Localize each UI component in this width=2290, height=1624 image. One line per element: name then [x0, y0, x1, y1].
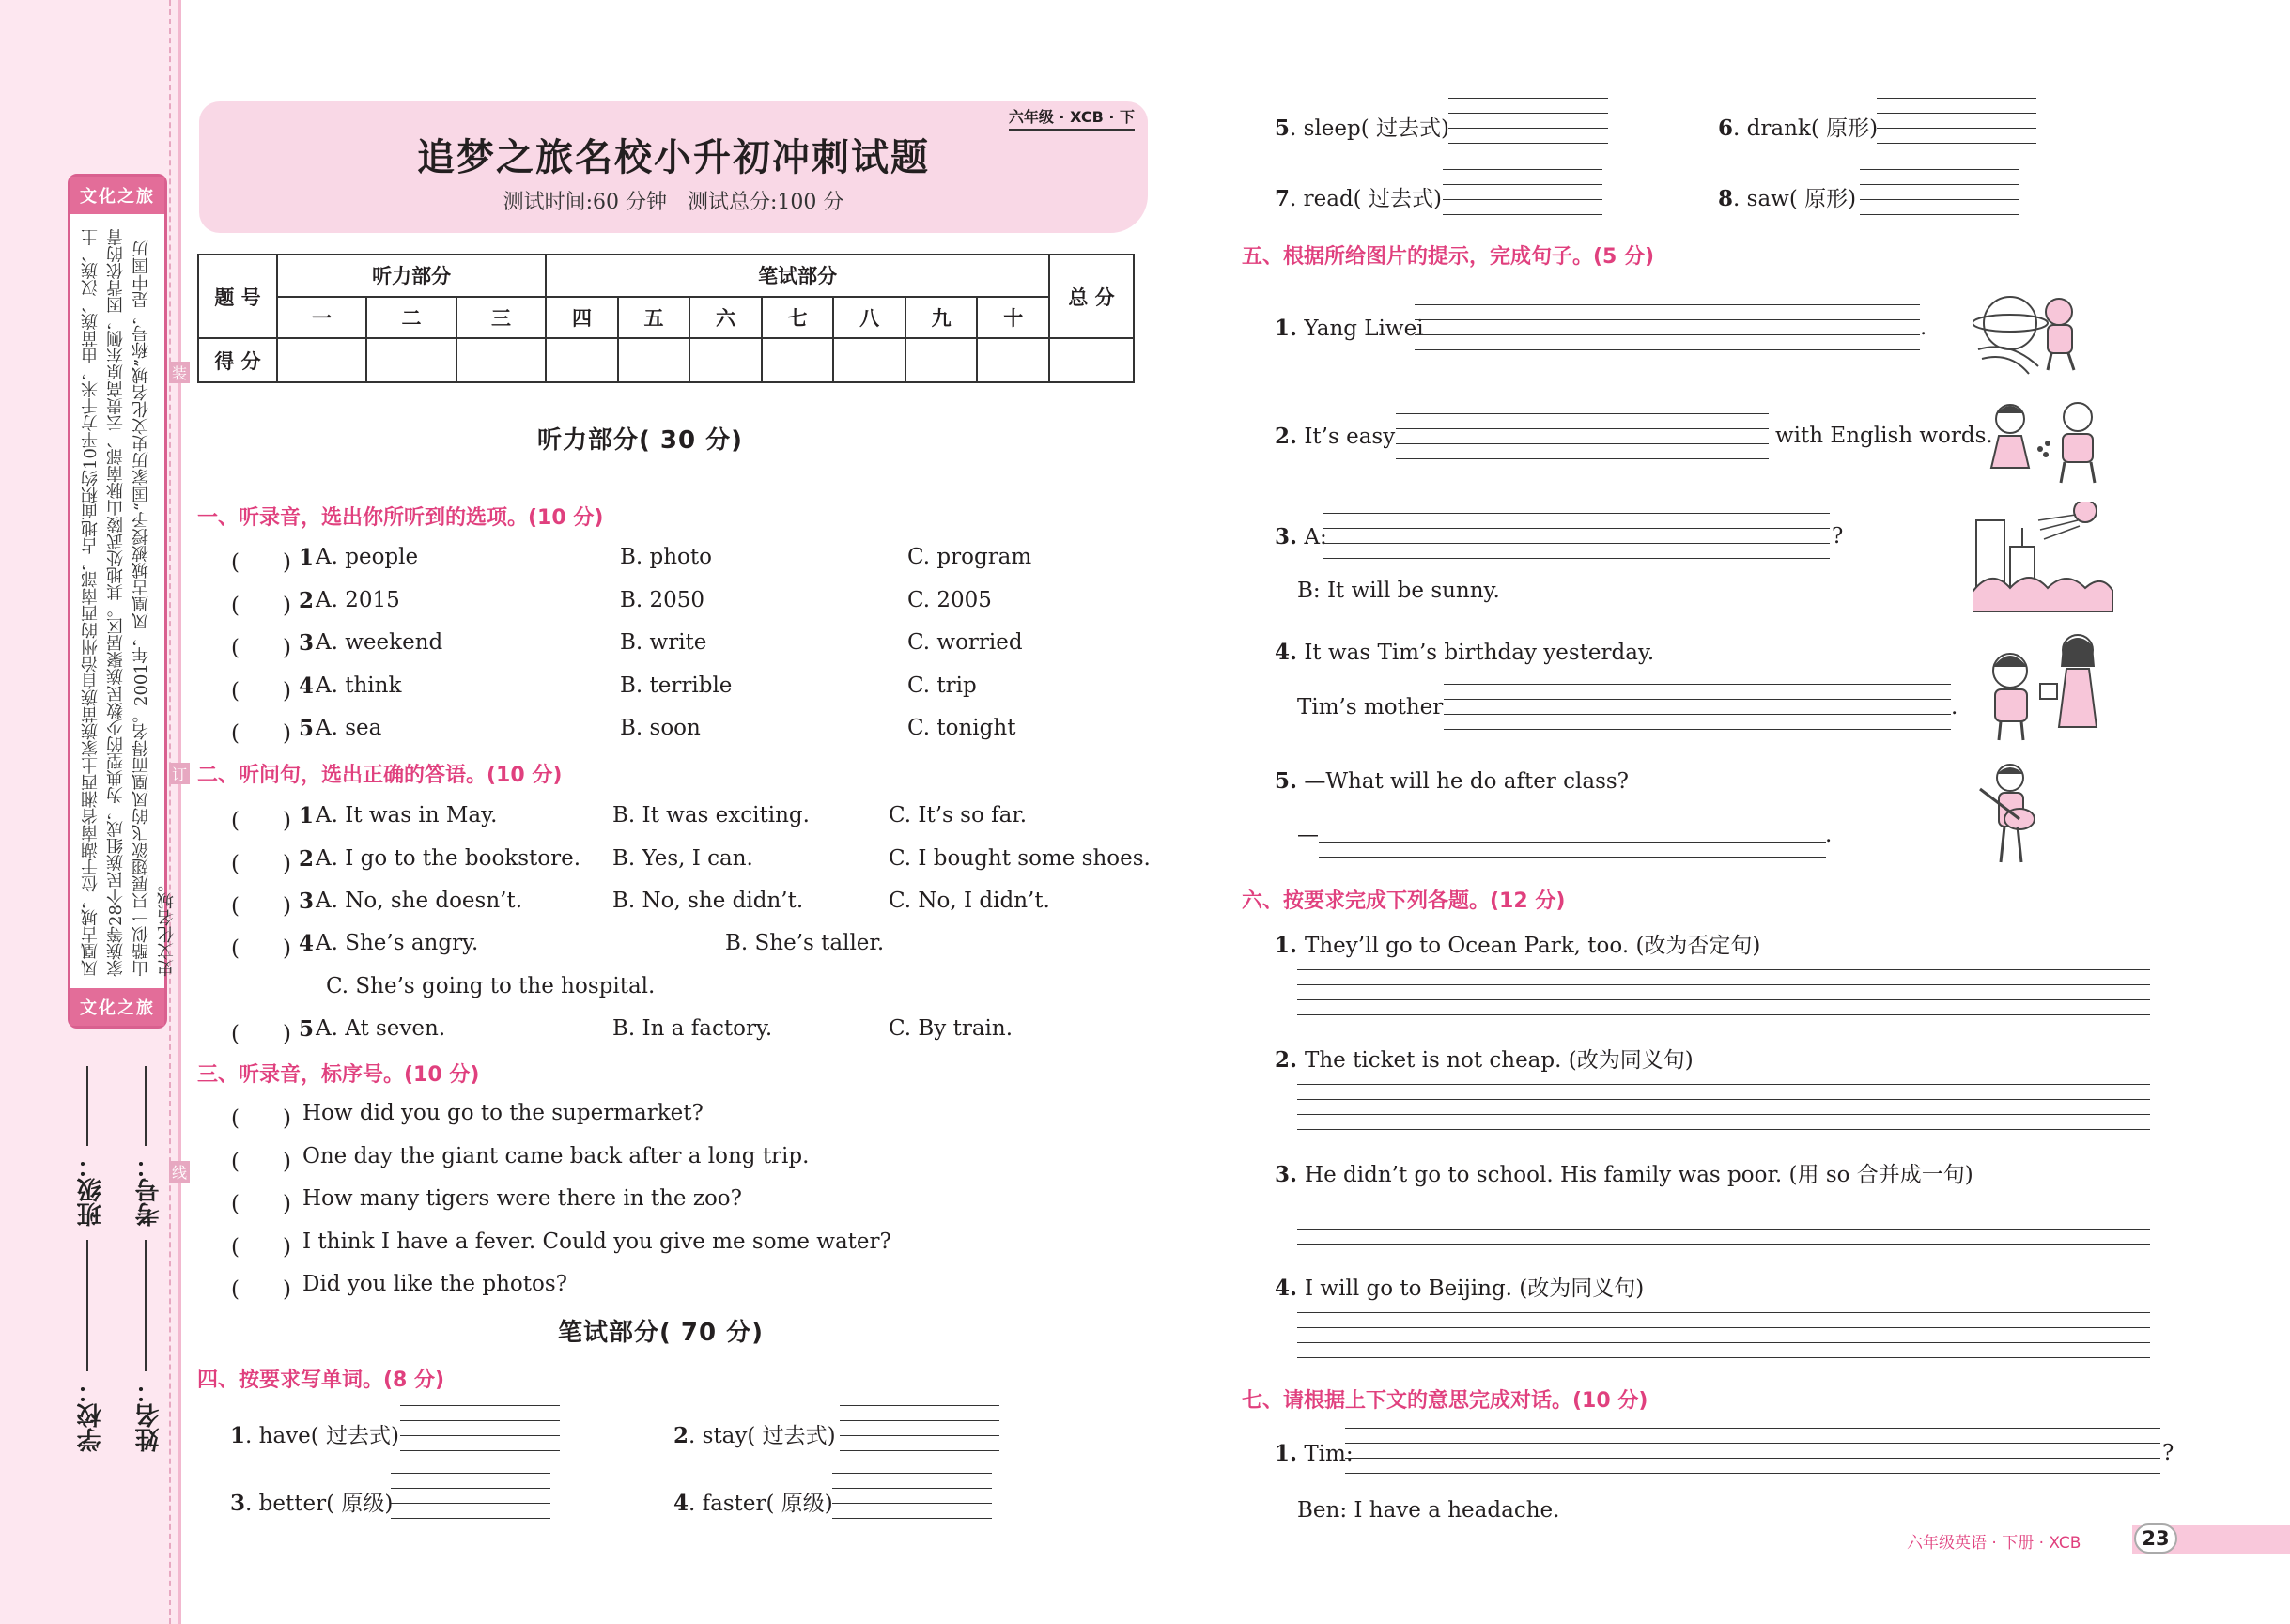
- col-header: 三: [456, 297, 546, 339]
- option-c: C. I bought some shoes.: [889, 846, 1151, 871]
- binding-dash-line: [169, 0, 171, 1624]
- word-writing-line[interactable]: [400, 1435, 560, 1436]
- option-c: C. worried: [907, 630, 1023, 655]
- answer-bracket[interactable]: ( ): [231, 1022, 291, 1046]
- word-number: 4: [673, 1491, 689, 1516]
- option-b: B. Yes, I can.: [612, 846, 753, 871]
- option-b: B. 2050: [620, 587, 705, 612]
- option-a: A. weekend: [316, 630, 443, 655]
- word-prompt: better( 原级): [258, 1492, 394, 1516]
- s6-answer-line[interactable]: [1297, 1014, 2150, 1015]
- word-writing-line[interactable]: [832, 1488, 992, 1489]
- word-number: 1: [230, 1423, 246, 1448]
- option-b: B. soon: [620, 716, 701, 740]
- question-number: 4: [299, 673, 315, 699]
- word-item: 4. faster( 原级): [673, 1491, 833, 1516]
- question-number: 3: [299, 889, 315, 914]
- question-number: 1: [299, 545, 315, 570]
- s5-q2-line[interactable]: [1396, 458, 1769, 459]
- question-number: 5: [299, 716, 315, 741]
- section-2-title: 二、听问句，选出正确的答语。(10 分): [197, 764, 563, 787]
- option-c: C. It’s so far.: [889, 803, 1028, 827]
- s6-answer-line[interactable]: [1297, 1114, 2150, 1115]
- s6-question: [1275, 928, 1760, 959]
- seal-mark-3: 线: [169, 1161, 190, 1183]
- question-number: 5: [299, 1016, 315, 1042]
- footer-text: 六年级英语 · 下册 · XCB: [1907, 1534, 2081, 1553]
- question-number: 4: [299, 931, 315, 956]
- option-c: C. No, I didn’t.: [889, 889, 1050, 913]
- word-prompt: drank( 原形): [1746, 116, 1879, 141]
- score-cell[interactable]: [689, 338, 762, 382]
- s6-answer-line[interactable]: [1297, 1229, 2150, 1230]
- word-writing-line[interactable]: [391, 1473, 550, 1474]
- s5-q4-b: Tim’s mother: [1297, 695, 1444, 719]
- option-b: B. In a factory.: [612, 1016, 773, 1041]
- s5-q4-line[interactable]: [1444, 684, 1951, 685]
- word-number: 3: [230, 1491, 246, 1516]
- sentence: How many tigers were there in the zoo?: [302, 1186, 742, 1211]
- s6-number: 3.: [1275, 1162, 1306, 1187]
- word-writing-line[interactable]: [1443, 214, 1602, 215]
- s5-q4-line[interactable]: [1444, 729, 1951, 730]
- name-label: 姓名：: [135, 1379, 163, 1452]
- col-header: 十: [977, 297, 1049, 339]
- s5-q4-end: .: [1951, 695, 1958, 719]
- order-bracket[interactable]: ( ): [231, 1106, 291, 1131]
- word-item: 3. better( 原级): [230, 1491, 394, 1516]
- s7-answer-line[interactable]: [1345, 1428, 2160, 1429]
- option-c: C. By train.: [889, 1016, 1013, 1041]
- option-c: C. trip: [907, 673, 977, 698]
- writing-header: 笔试部分: [546, 255, 1049, 297]
- section-7-title: 七、请根据上下文的意思完成对话。(10 分): [1242, 1389, 1648, 1413]
- word-item: 8. saw( 原形): [1718, 186, 1857, 211]
- test-info: 测试时间:60 分钟 测试总分:100 分: [503, 191, 844, 214]
- question-number: 3: [299, 630, 315, 656]
- word-writing-line[interactable]: [391, 1503, 550, 1504]
- word-writing-line[interactable]: [1877, 113, 2036, 114]
- title-banner: [199, 101, 1148, 233]
- s7-answer-line[interactable]: [1345, 1443, 2160, 1444]
- s7-q1-end: ?: [2162, 1441, 2174, 1465]
- margin-border: [178, 0, 181, 1624]
- word-writing-line[interactable]: [832, 1473, 992, 1474]
- answer-bracket[interactable]: ( ): [231, 936, 291, 961]
- section-4-title: 四、按要求写单词。(8 分): [197, 1369, 445, 1392]
- birthday-gift-picture: [1980, 629, 2112, 742]
- s6-answer-line[interactable]: [1297, 969, 2150, 970]
- option-a: A. I go to the bookstore.: [316, 846, 581, 871]
- word-prompt: read( 过去式): [1303, 187, 1442, 211]
- s5-q3-line[interactable]: [1323, 528, 1830, 529]
- s5-q1-line[interactable]: [1415, 319, 1920, 320]
- sentence: One day the giant came back after a long trip.: [302, 1143, 810, 1168]
- culture-cap-top: 文化之旅: [70, 177, 164, 214]
- word-item: 6. drank( 原形): [1718, 116, 1879, 141]
- s5-q1-line[interactable]: [1415, 334, 1920, 335]
- s5-q5-b: —: [1297, 823, 1319, 847]
- s5-q4-line[interactable]: [1444, 714, 1951, 715]
- word-writing-line[interactable]: [1448, 128, 1608, 129]
- word-writing-line[interactable]: [1877, 128, 2036, 129]
- class-field[interactable]: [86, 1066, 88, 1146]
- word-writing-line[interactable]: [400, 1450, 560, 1451]
- s5-q2-line[interactable]: [1396, 428, 1769, 429]
- order-bracket[interactable]: ( ): [231, 1192, 291, 1216]
- astronaut-picture: [1973, 284, 2095, 378]
- word-writing-line[interactable]: [840, 1450, 999, 1451]
- word-prompt: saw( 原形): [1746, 187, 1857, 211]
- s6-answer-line[interactable]: [1297, 1099, 2150, 1100]
- score-cell[interactable]: [1049, 338, 1134, 382]
- s6-answer-line[interactable]: [1297, 1244, 2150, 1245]
- score-cell[interactable]: [546, 338, 618, 382]
- s5-q1-line[interactable]: [1415, 304, 1920, 305]
- option-a: A. 2015: [316, 587, 400, 612]
- s7-answer-line[interactable]: [1345, 1473, 2160, 1474]
- word-writing-line[interactable]: [1448, 98, 1608, 99]
- writing-title: 笔试部分( 70 分): [558, 1319, 765, 1347]
- s5-q3-qmark: ?: [1832, 524, 1844, 549]
- s6-question: [1275, 1271, 1644, 1302]
- word-writing-line[interactable]: [1877, 143, 2036, 144]
- s5-q2-line[interactable]: [1396, 413, 1769, 414]
- s5-q3-a: 3. A:: [1275, 524, 1327, 549]
- s6-answer-line[interactable]: [1297, 984, 2150, 985]
- score-cell[interactable]: [456, 338, 546, 382]
- answer-bracket[interactable]: ( ): [231, 721, 291, 746]
- word-writing-line[interactable]: [840, 1405, 999, 1406]
- option-c: C. program: [907, 545, 1032, 569]
- col-header: 一: [277, 297, 366, 339]
- culture-text: 凤凰古城，位于湖南省湘西土家族苗族自治州的西南部，占地面积约10平方千米，由苗族、汉族、土家族等28个民族组成，为典型的少数民族聚居区。其地处武陵山脉南部、云贵高原东侧，因背依的青山酷似一只展翅欲飞的凤凰而得名。2001年，凤凰古城被授予“国家历史文化名城”称号，是中国历史文化名城。: [81, 228, 177, 977]
- word-writing-line[interactable]: [1443, 169, 1602, 170]
- s7-answer-line[interactable]: [1345, 1458, 2160, 1459]
- word-writing-line[interactable]: [832, 1503, 992, 1504]
- s6-number: 4.: [1275, 1276, 1306, 1301]
- s5-q4-a: 4. It was Tim’s birthday yesterday.: [1275, 640, 1655, 665]
- option-a: A. think: [316, 673, 402, 698]
- s6-question: [1275, 1157, 1973, 1188]
- question-number: 2: [299, 587, 315, 613]
- s6-prompt: He didn’t go to school. His family was poor. (用 so 合并成一句): [1305, 1163, 1973, 1187]
- answer-bracket[interactable]: ( ): [231, 636, 291, 660]
- s5-q1-end: .: [1920, 316, 1927, 340]
- seal-mark-1: 装: [169, 362, 190, 383]
- word-number: 2: [673, 1423, 689, 1448]
- answer-bracket[interactable]: ( ): [231, 894, 291, 919]
- s7-q1: 1. Tim:: [1275, 1441, 1354, 1466]
- word-writing-line[interactable]: [1860, 184, 2019, 185]
- col-header: 五: [618, 297, 690, 339]
- page-title: 追梦之旅名校小升初冲刺试题: [417, 136, 930, 179]
- s5-q1-line[interactable]: [1415, 349, 1920, 350]
- s6-prompt: They’ll go to Ocean Park, too. (改为否定句): [1305, 934, 1761, 958]
- sentence: I think I have a fever. Could you give me some water?: [302, 1229, 891, 1254]
- word-item: 1. have( 过去式): [230, 1423, 400, 1448]
- s6-answer-line[interactable]: [1297, 1129, 2150, 1130]
- s5-q5-line[interactable]: [1319, 857, 1826, 858]
- word-writing-line[interactable]: [1860, 214, 2019, 215]
- s6-answer-line[interactable]: [1297, 1084, 2150, 1085]
- listening-header: 听力部分: [277, 255, 546, 297]
- col-header: 六: [689, 297, 762, 339]
- s6-prompt: I will go to Beijing. (改为同义句): [1305, 1276, 1645, 1301]
- s5-q2-line[interactable]: [1396, 443, 1769, 444]
- col-header: 九: [905, 297, 978, 339]
- city-weather-picture: [1973, 502, 2113, 612]
- word-prompt: have( 过去式): [258, 1424, 400, 1448]
- class-label: 班级：: [77, 1153, 105, 1227]
- s6-number: 2.: [1275, 1047, 1306, 1073]
- s5-q5-end: .: [1825, 823, 1833, 847]
- sentence: How did you go to the supermarket?: [302, 1101, 704, 1125]
- score-cell[interactable]: [762, 338, 834, 382]
- option-b: B. photo: [620, 545, 712, 569]
- option-a: A. She’s angry.: [316, 931, 479, 955]
- option-c: C. 2005: [907, 587, 992, 612]
- option-c: C. She’s going to the hospital.: [326, 974, 656, 998]
- section-1-title: 一、听录音，选出你所听到的选项。(10 分): [197, 506, 604, 530]
- col-header: 四: [546, 297, 618, 339]
- s6-answer-line[interactable]: [1297, 1312, 2150, 1313]
- question-number: 1: [299, 803, 315, 828]
- option-a: A. sea: [316, 716, 382, 740]
- s5-q3-line[interactable]: [1323, 558, 1830, 559]
- s5-q1-text: 1. Yang Liwei: [1275, 316, 1424, 341]
- word-writing-line[interactable]: [1877, 98, 2036, 99]
- option-a: A. It was in May.: [316, 803, 498, 827]
- s6-answer-line[interactable]: [1297, 999, 2150, 1000]
- option-b: B. terrible: [620, 673, 733, 698]
- word-item: 7. read( 过去式): [1275, 186, 1442, 211]
- word-prompt: sleep( 过去式): [1303, 116, 1450, 141]
- sentence: Did you like the photos?: [302, 1272, 567, 1296]
- word-item: 5. sleep( 过去式): [1275, 116, 1450, 141]
- order-bracket[interactable]: ( ): [231, 1149, 291, 1174]
- s5-q4-line[interactable]: [1444, 699, 1951, 700]
- option-b: B. write: [620, 630, 707, 655]
- col-header: 二: [366, 297, 456, 339]
- page-number: 23: [2134, 1523, 2177, 1554]
- exam-no-label: 考号：: [135, 1153, 163, 1227]
- listening-title: 听力部分( 30 分): [537, 426, 744, 455]
- section-6-title: 六、按要求完成下列各题。(12 分): [1242, 889, 1566, 913]
- score-cell[interactable]: [977, 338, 1049, 382]
- culture-box: [68, 174, 177, 1029]
- word-item: 2. stay( 过去式): [673, 1423, 836, 1448]
- question-number: 2: [299, 846, 315, 872]
- s6-number: 1.: [1275, 933, 1306, 958]
- school-field[interactable]: [86, 1240, 88, 1371]
- answer-bracket[interactable]: ( ): [231, 678, 291, 704]
- section-5-title: 五、根据所给图片的提示，完成句子。(5 分): [1242, 245, 1655, 269]
- culture-cap-bottom: 文化之旅: [70, 988, 164, 1026]
- word-number: 8: [1718, 186, 1734, 211]
- word-writing-line[interactable]: [400, 1405, 560, 1406]
- option-b: B. She’s taller.: [725, 931, 885, 955]
- word-writing-line[interactable]: [1448, 113, 1608, 114]
- score-cell[interactable]: [277, 338, 366, 382]
- word-writing-line[interactable]: [1443, 199, 1602, 200]
- grade-tag: 六年级 · XCB · 下: [1009, 105, 1135, 131]
- option-b: B. No, she didn’t.: [612, 889, 804, 913]
- word-writing-line[interactable]: [840, 1420, 999, 1421]
- option-a: A. people: [316, 545, 419, 569]
- option-a: A. At seven.: [316, 1016, 446, 1041]
- s6-question: [1275, 1043, 1694, 1074]
- s6-answer-line[interactable]: [1297, 1327, 2150, 1328]
- word-writing-line[interactable]: [391, 1488, 550, 1489]
- answer-bracket[interactable]: ( ): [231, 593, 291, 618]
- order-bracket[interactable]: ( ): [231, 1234, 291, 1260]
- name-field[interactable]: [145, 1240, 147, 1371]
- word-prompt: faster( 原级): [702, 1492, 833, 1516]
- option-b: B. It was exciting.: [612, 803, 810, 827]
- answer-bracket[interactable]: ( ): [231, 852, 291, 876]
- option-c: C. tonight: [907, 716, 1016, 740]
- word-writing-line[interactable]: [391, 1518, 550, 1519]
- s5-q3-b: B: It will be sunny.: [1297, 579, 1500, 603]
- school-label: 学校：: [77, 1379, 105, 1452]
- exam-no-field[interactable]: [145, 1066, 147, 1146]
- s6-prompt: The ticket is not cheap. (改为同义句): [1305, 1048, 1694, 1073]
- word-prompt: stay( 过去式): [702, 1424, 836, 1448]
- word-writing-line[interactable]: [1860, 169, 2019, 170]
- s5-q3-line[interactable]: [1323, 513, 1830, 514]
- total-header: 总 分: [1049, 255, 1134, 338]
- row-label-number: 题 号: [198, 255, 277, 338]
- seal-mark-2: 订: [169, 763, 190, 784]
- score-cell[interactable]: [366, 338, 456, 382]
- s5-q2-tail: with English words.: [1775, 424, 1993, 448]
- answer-bracket[interactable]: ( ): [231, 809, 291, 833]
- s6-answer-line[interactable]: [1297, 1342, 2150, 1343]
- order-bracket[interactable]: ( ): [231, 1277, 291, 1302]
- word-writing-line[interactable]: [1860, 199, 2019, 200]
- col-header: 八: [833, 297, 905, 339]
- guitar-boy-picture: [1967, 761, 2061, 866]
- s6-answer-line[interactable]: [1297, 1357, 2150, 1358]
- word-number: 6: [1718, 116, 1734, 141]
- word-writing-line[interactable]: [840, 1435, 999, 1436]
- word-number: 7: [1275, 186, 1291, 211]
- s5-q2-text: 2. It’s easy: [1275, 424, 1396, 449]
- section-3-title: 三、听录音，标序号。(10 分): [197, 1063, 480, 1087]
- score-cell[interactable]: [905, 338, 978, 382]
- s5-q5-line[interactable]: [1319, 842, 1826, 843]
- score-cell[interactable]: [618, 338, 690, 382]
- answer-bracket[interactable]: ( ): [231, 550, 291, 575]
- word-writing-line[interactable]: [1448, 143, 1608, 144]
- col-header: 七: [762, 297, 834, 339]
- score-table: [197, 254, 1135, 383]
- word-writing-line[interactable]: [1443, 184, 1602, 185]
- children-picture: [1980, 393, 2112, 487]
- word-writing-line[interactable]: [400, 1420, 560, 1421]
- s5-q3-line[interactable]: [1323, 543, 1830, 544]
- option-a: A. No, she doesn’t.: [316, 889, 523, 913]
- word-number: 5: [1275, 116, 1291, 141]
- word-writing-line[interactable]: [832, 1518, 992, 1519]
- s7-q2: Ben: I have a headache.: [1297, 1498, 1560, 1523]
- score-cell[interactable]: [833, 338, 905, 382]
- row-label-score: 得 分: [198, 338, 277, 382]
- s5-q5-a: 5. —What will he do after class?: [1275, 768, 1630, 794]
